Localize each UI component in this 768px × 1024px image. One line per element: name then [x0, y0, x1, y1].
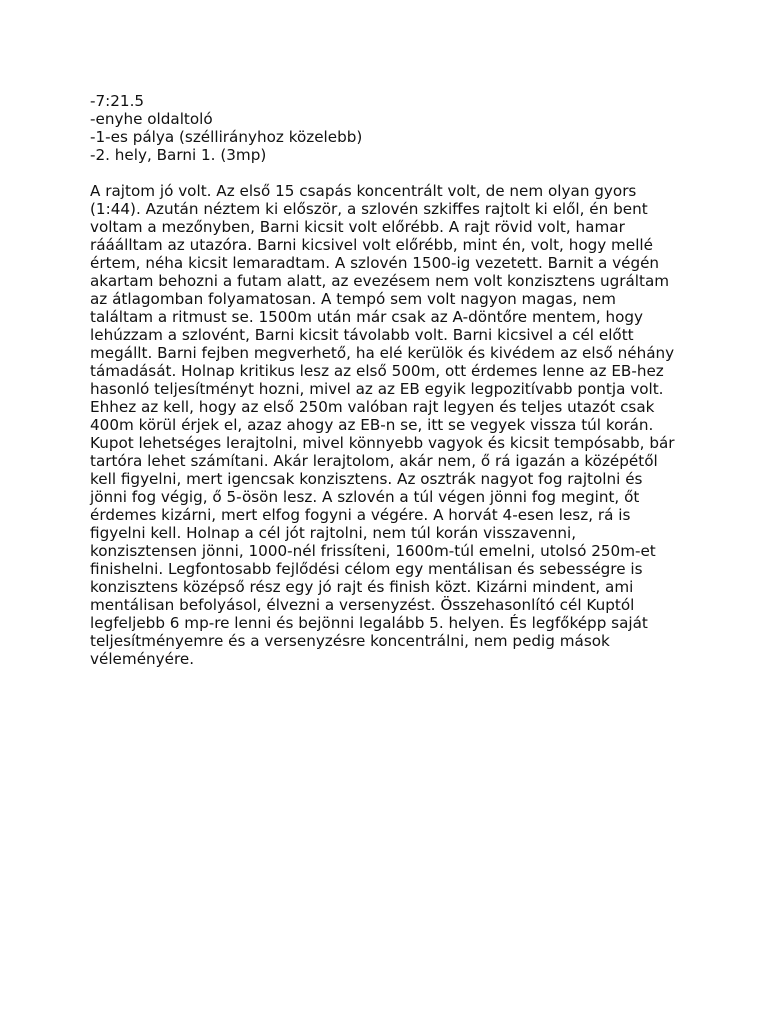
note-time: -7:21.5: [90, 92, 145, 110]
race-reflection-paragraph: A rajtom jó volt. Az első 15 csapás koncentrált volt, de nem olyan gyors (1:44). Azután néztem ki először, a szlovén szkiffes rajtolt ki elől, én bent voltam a mezőnyben, Barni kicsit volt előrébb. A rajt rövid volt, hamar rááálltam az utazóra. Barni kicsivel volt előrébb, mint én, volt, hogy mellé értem, néha kicsit lemaradtam. A szlovén 1500-ig vezetett. Barnit a végén akartam behozni a futam alatt, az evezésem nem volt konzisztens ugráltam az átlagomban folyamatosan. A tempó sem volt nagyon magas, nem találtam a ritmust se. 1500m után már csak az A-döntőre mentem, hogy lehúzzam a szlovént, Barni kicsit távolabb volt. Barni kicsivel a cél előtt megállt. Barni fejben megverhető, ha elé kerülök és kivédem az első néhány támadását. Holnap kritikus lesz az első 500m, ott érdemes lenne az EB-hez hasonló teljesítményt hozni, mivel az az EB egyik legpozitívabb pontja volt. Ehhez az kell, hogy az első 250m valóban rajt legyen és teljes utazót csak 400m körül érjek el, azaz ahogy az EB-n se, itt se vegyek vissza túl korán. Kupot lehetséges lerajtolni, mivel könnyebb vagyok és kicsit tempósabb, bár tartóra lehet számítani. Akár lerajtolom, akár nem, ő rá igazán a középétől kell figyelni, mert igencsak konzisztens. Az osztrák nagyot fog rajtolni és jönni fog végig, ő 5-ösön lesz. A szlovén a túl végen jönni fog megint, őt érdemes kizárni, mert elfog fogyni a végére. A horvát 4-esen lesz, rá is figyelni kell. Holnap a cél jót rajtolni, nem túl korán visszavenni, konzisztensen jönni, 1000-nél frissíteni, 1600m-túl emelni, utolsó 250m-et finishelni. Legfontosabb fejlődési célom egy mentálisan és sebességre is konzisztens középső rész egy jó rajt és finish közt. Kizárni mindent, ami mentálisan befolyásol, élvezni a versenyzést. Összehasonlító cél Kuptól legfeljebb 6 mp-re lenni és bejönni legalább 5. helyen. És legfőképp saját teljesítményemre és a versenyzésre koncentrálni, nem pedig mások véleményére.: [90, 182, 675, 668]
note-wind: -enyhe oldaltoló: [90, 110, 213, 128]
race-notes-list: [90, 92, 680, 164]
note-placement: -2. hely, Barni 1. (3mp): [90, 146, 267, 164]
note-lane: -1-es pálya (széllirányhoz közelebb): [90, 128, 363, 146]
document-page: [90, 92, 680, 668]
